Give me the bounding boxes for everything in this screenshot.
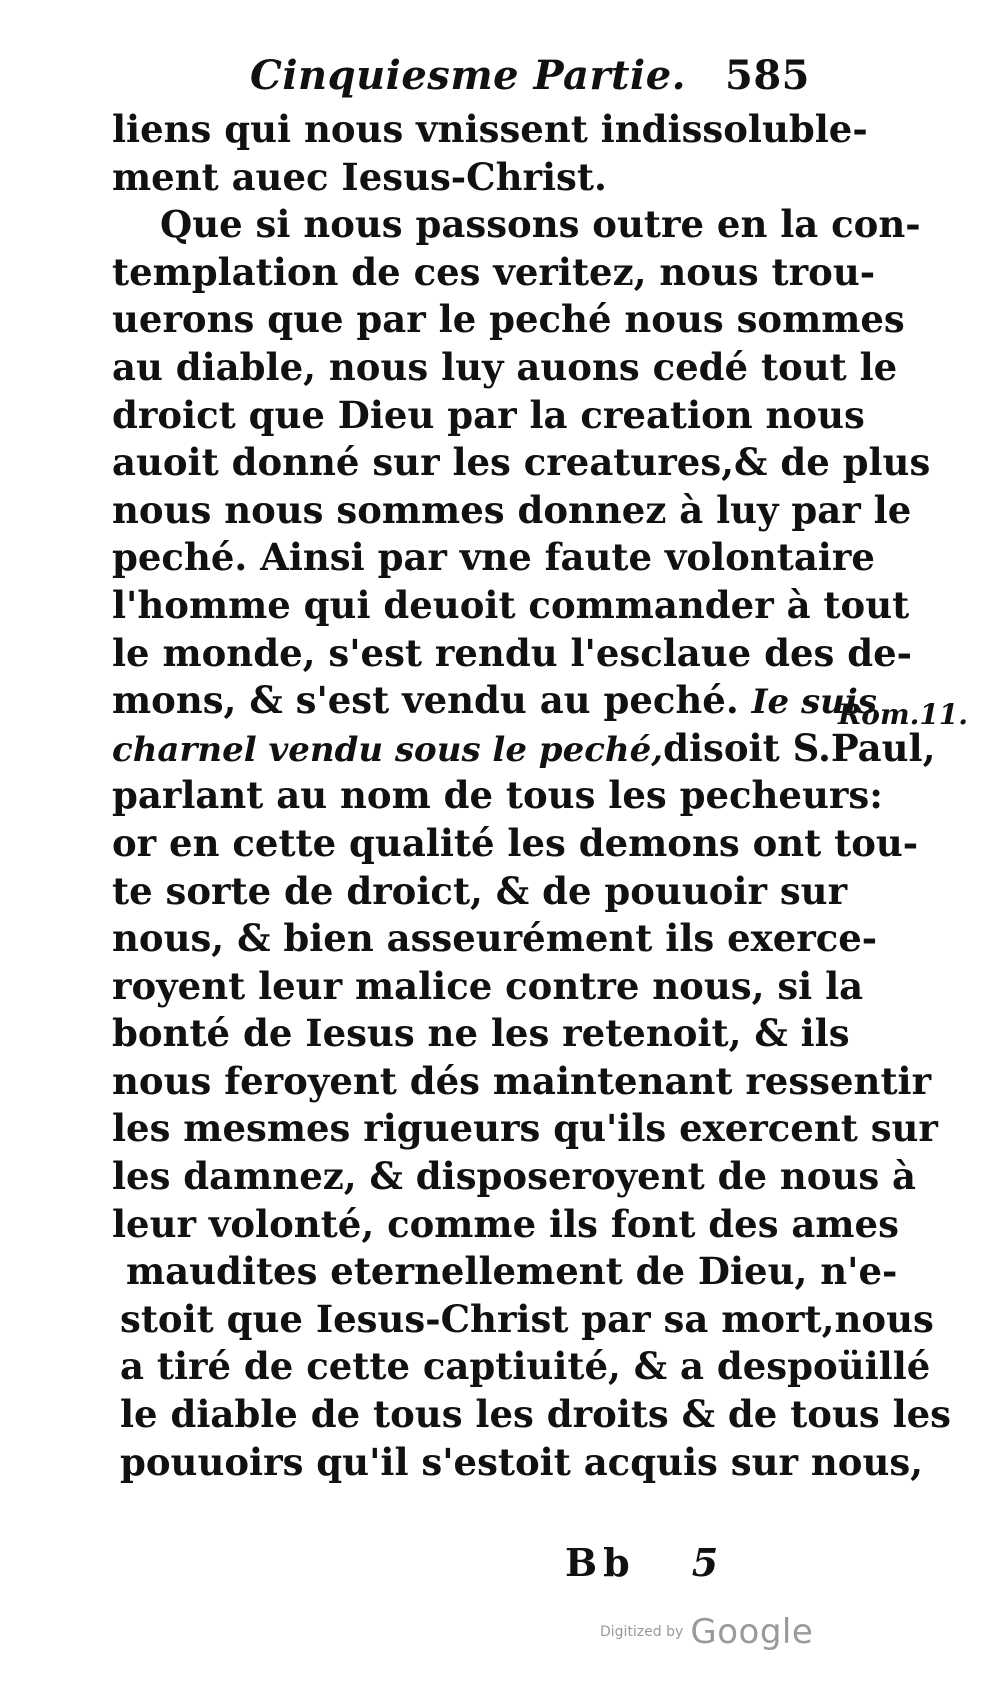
text-line: le diable de tous les droits & de tous les [120,1392,952,1437]
text-line: maudites eternellement de Dieu, n'e- [126,1249,898,1294]
text-line: le monde, s'est rendu l'esclaue des de- [112,630,912,675]
text-line: peché. Ainsi par vne faute volontaire [112,535,875,580]
google-logo: Google [690,1612,814,1652]
text-segment: disoit S.Paul, [663,725,936,770]
text-line: royent leur malice contre nous, si la [112,963,864,1008]
text-line: parlant au nom de tous les pecheurs: [112,773,883,818]
text-line: te sorte de droict, & de pouuoir sur [112,868,848,913]
text-line: bonté de Iesus ne les retenoit, & ils [112,1011,850,1056]
text-line [112,725,936,773]
text-line: Que si nous passons outre en la con- [160,202,921,247]
text-line: auoit donné sur les creatures,& de plus [112,440,931,485]
text-line: pouuoirs qu'il s'estoit acquis sur nous, [120,1439,924,1484]
text-line: liens qui nous vnissent indissoluble- [112,107,868,151]
text-line: droict que Dieu par la creation nous [112,392,865,437]
text-line: leur volonté, comme ils font des ames [112,1201,899,1246]
page-number: 585 [725,52,810,99]
signature-letters: Bb [565,1540,636,1585]
text-line: nous feroyent dés maintenant ressentir [112,1058,932,1103]
signature-mark [565,1540,724,1585]
margin-note: Rom.11. [838,698,969,731]
text-line: uerons que par le peché nous sommes [112,297,905,342]
quote-italic: charnel vendu sous le peché, [112,729,664,770]
text-line: a tiré de cette captiuité, & a despoüillé [120,1344,931,1389]
running-head [250,48,810,104]
text-line: au diable, nous luy auons cedé tout le [112,344,898,389]
quote-italic: Ie suis [751,682,877,723]
text-line: nous, & bien asseurément ils exerce- [112,916,878,961]
signature-number: 5 [691,1540,725,1585]
digitized-watermark [600,1612,813,1652]
text-line: or en cette qualité les demons ont tou- [112,820,919,865]
text-line: stoit que Iesus-Christ par sa mort,nous [120,1296,934,1341]
text-line: les mesmes rigueurs qu'ils exercent sur [112,1106,938,1151]
running-head-title: Cinquiesme Partie. [250,52,687,99]
watermark-prefix: Digitized by [600,1624,684,1640]
text-line: nous nous sommes donnez à luy par le [112,487,912,532]
text-line: ment auec Iesus-Christ. [112,154,607,199]
text-segment: mons, & s'est vendu au peché. [112,678,739,723]
text-line [112,677,877,725]
text-line: l'homme qui deuoit commander à tout [112,582,910,627]
text-line: les damnez, & disposeroyent de nous à [112,1154,917,1199]
text-line: templation de ces veritez, nous trou- [112,249,876,294]
